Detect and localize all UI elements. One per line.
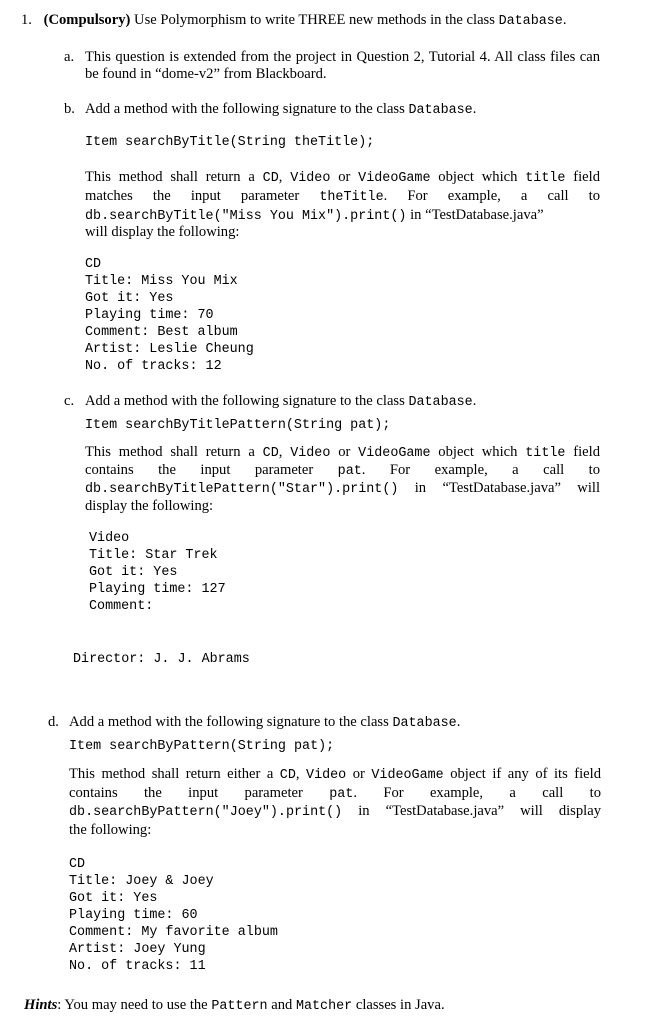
output-line: Video xyxy=(89,531,130,546)
part-b-label: b. xyxy=(64,101,75,117)
part-d-desc-line-3: db.searchByPattern("Joey").print() in “TestDatabase.java” will display xyxy=(69,803,601,820)
output-line: Comment: Best album xyxy=(85,325,238,340)
question-1-heading: 1. (Compulsory) Use Polymorphism to write THREE new methods in the class Database. xyxy=(21,12,567,29)
part-c-desc-line-1: This method shall return a CD, Video or VideoGame object which title field xyxy=(85,444,600,461)
hints: Hints: You may need to use the Pattern and Matcher classes in Java. xyxy=(24,997,445,1014)
part-b-desc-line-1: This method shall return a CD, Video or VideoGame object which title field xyxy=(85,169,600,186)
part-d-output xyxy=(69,856,278,975)
part-c-intro: Add a method with the following signature to the class Database. xyxy=(85,393,477,410)
question-number: 1. xyxy=(21,12,32,28)
part-c-desc-line-4: display the following: xyxy=(85,498,214,514)
output-line: Title: Star Trek xyxy=(89,548,218,563)
output-line: Comment: xyxy=(89,599,154,614)
part-c-desc-line-3: db.searchByTitlePattern("Star").print() in “TestDatabase.java” will xyxy=(85,480,600,497)
part-c-label: c. xyxy=(64,393,75,409)
part-b-signature: Item searchByTitle(String theTitle); xyxy=(85,135,375,150)
part-c-signature: Item searchByTitlePattern(String pat); xyxy=(85,418,391,433)
output-line: No. of tracks: 11 xyxy=(69,959,206,974)
part-d-signature: Item searchByPattern(String pat); xyxy=(69,739,335,754)
part-b-desc-line-2: matches the input parameter theTitle. For example, a call to xyxy=(85,188,600,205)
part-d-desc-line-4: the following: xyxy=(69,822,152,838)
part-d-desc-line-1: This method shall return either a CD, Video or VideoGame object if any of its field xyxy=(69,766,602,783)
output-line: Got it: Yes xyxy=(69,891,158,906)
output-line: Artist: Leslie Cheung xyxy=(85,342,254,357)
part-c-output xyxy=(89,530,226,615)
hints-label: Hints xyxy=(24,997,58,1013)
output-line: Comment: My favorite album xyxy=(69,925,278,940)
question-text: Use Polymorphism to write THREE new methods in the class xyxy=(130,12,499,28)
part-b-desc-line-4: will display the following: xyxy=(85,224,240,240)
output-line: CD xyxy=(69,857,86,872)
output-line: Title: Joey & Joey xyxy=(69,874,214,889)
part-a-label: a. xyxy=(64,49,75,65)
output-line: No. of tracks: 12 xyxy=(85,359,222,374)
output-line: Playing time: 60 xyxy=(69,908,198,923)
output-line: Got it: Yes xyxy=(89,565,178,580)
output-line: Playing time: 127 xyxy=(89,582,226,597)
class-name: Database xyxy=(392,716,457,731)
output-line: Got it: Yes xyxy=(85,291,174,306)
part-b-output xyxy=(85,256,254,375)
output-line: Playing time: 70 xyxy=(85,308,214,323)
part-d-desc-line-2: contains the input parameter pat. For example, a call to xyxy=(69,785,601,802)
part-a-line-2: be found in “dome-v2” from Blackboard. xyxy=(85,66,327,82)
output-line: Title: Miss You Mix xyxy=(85,274,238,289)
part-c-director-line: Director: J. J. Abrams xyxy=(73,652,250,667)
part-b-desc-line-3: db.searchByTitle("Miss You Mix").print() in “TestDatabase.java” xyxy=(85,207,544,224)
class-name: Database xyxy=(408,103,473,118)
compulsory-label: (Compulsory) xyxy=(43,12,131,28)
part-d-intro: Add a method with the following signature to the class Database. xyxy=(69,714,461,731)
output-line: CD xyxy=(85,257,102,272)
output-line: Artist: Joey Yung xyxy=(69,942,206,957)
class-name: Database xyxy=(408,395,473,410)
class-name: Database xyxy=(498,14,563,29)
part-a-line-1: This question is extended from the project in Question 2, Tutorial 4. All class files can xyxy=(85,49,600,65)
part-d-label: d. xyxy=(48,714,59,730)
part-b-intro: Add a method with the following signature to the class Database. xyxy=(85,101,477,118)
part-c-desc-line-2: contains the input parameter pat. For example, a call to xyxy=(85,462,601,479)
